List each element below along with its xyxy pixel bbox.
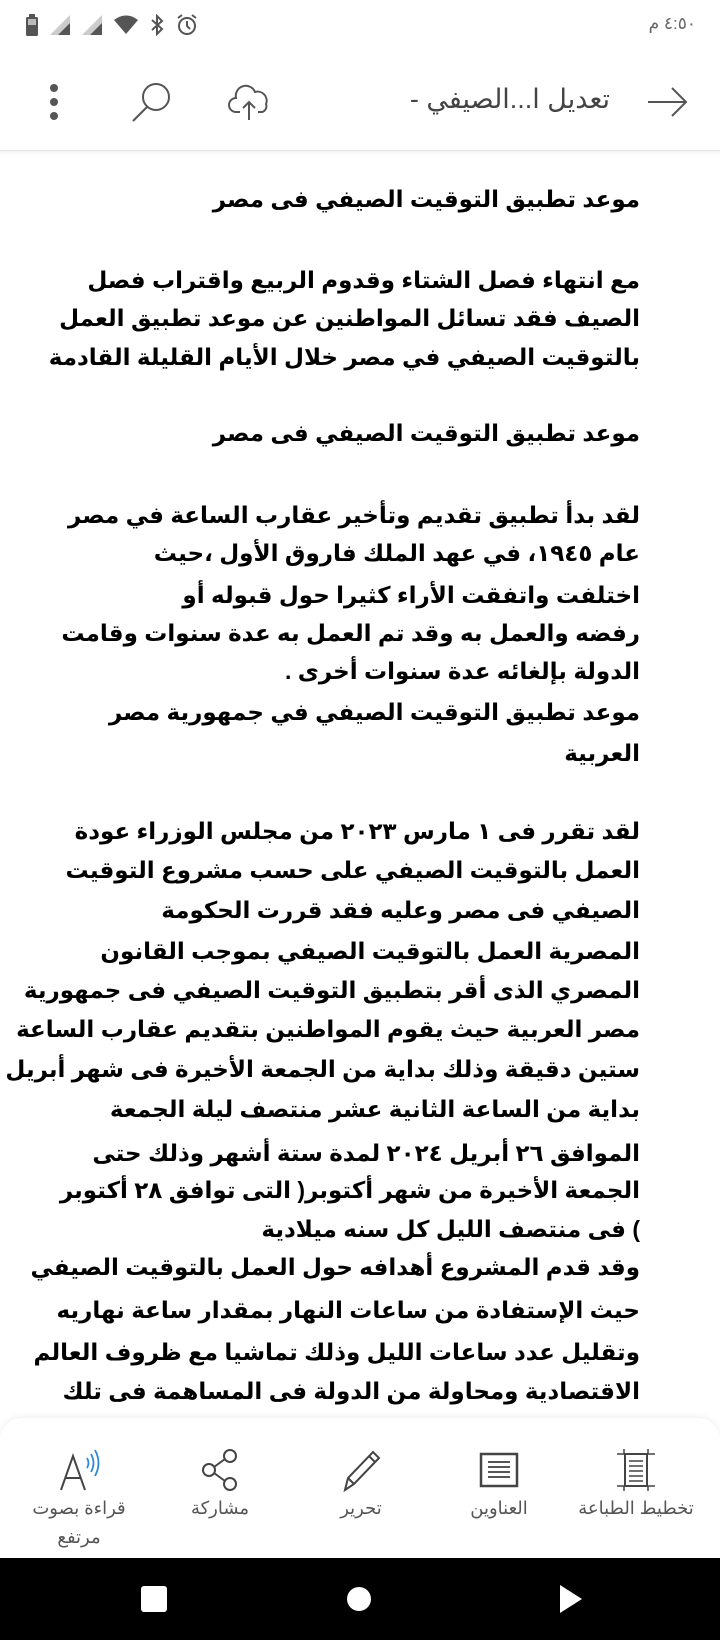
read-aloud-icon: [57, 1448, 101, 1492]
search-button[interactable]: [130, 82, 170, 122]
paragraph-line: مع انتهاء فصل الشتاء وقدوم الربيع واقتراب فصل: [87, 267, 640, 293]
paragraph-line: الصيفي فى مصر وعليه فقد قررت الحكومة: [161, 897, 640, 923]
paragraph-line: الاقتصادية ومحاولة من الدولة فى المساهمة فى تلك: [62, 1378, 640, 1404]
document-title[interactable]: تعديل ا...الصيفي -: [409, 84, 610, 114]
share-icon: [200, 1448, 240, 1492]
paragraph-line: رفضه والعمل به وقد تم العمل به عدة سنوات وقامت: [61, 620, 640, 646]
read-aloud-button[interactable]: [14, 1446, 144, 1552]
read-aloud-label: قراءة بصوت مرتفع: [32, 1498, 126, 1547]
alarm-icon: [176, 14, 198, 36]
save-to-cloud-button[interactable]: [228, 82, 268, 122]
pencil-icon: [341, 1448, 381, 1492]
edit-label: تحرير: [340, 1498, 382, 1518]
home-button[interactable]: [344, 1584, 374, 1614]
paragraph-line: موعد تطبيق التوقيت الصيفي في جمهورية مصر: [108, 699, 640, 725]
paragraph-line: بالتوقيت الصيفي في مصر خلال الأيام القليلة القادمة: [48, 344, 640, 370]
paragraph-line: الموافق ٢٦ أبريل ٢٠٢٤ لمدة ستة أشهر وذلك حتى: [92, 1140, 640, 1166]
paragraph-line: الجمعة الأخيرة من شهر أكتوبر( التى توافق ٢٨ أكتوبر: [59, 1177, 640, 1203]
paragraph-line: وقد قدم المشروع أهدافه حول العمل بالتوقيت الصيفي: [30, 1254, 640, 1280]
paragraph-line: ستين دقيقة وذلك بداية من الجمعة الأخيرة فى شهر أبريل: [5, 1056, 640, 1082]
paragraph-line: الدولة بإلغائه عدة سنوات أخرى .: [285, 658, 640, 684]
system-nav-bar: [0, 1558, 720, 1640]
cloud-upload-icon: [228, 82, 268, 122]
bottom-action-bar: [0, 1418, 720, 1558]
share-label: مشاركة: [190, 1498, 250, 1518]
paragraph-line: المصري الذى أقر بتطبيق التوقيت الصيفي فى جمهورية: [23, 977, 640, 1003]
arrow-right-icon: [648, 86, 688, 118]
signal-icon: [82, 15, 102, 35]
headings-button[interactable]: [434, 1446, 564, 1523]
more-vertical-icon: [49, 82, 59, 122]
paragraph-line: الصيف فقد تسائل المواطنين عن موعد تطبيق العمل: [59, 305, 640, 331]
paragraph-line: وتقليل عدد ساعات الليل وذلك تماشيا مع ظروف العالم: [33, 1339, 640, 1365]
paragraph-line: العربية: [564, 740, 640, 766]
more-options-button[interactable]: [34, 82, 74, 122]
print-layout-icon: [616, 1449, 656, 1491]
paragraph-line: اختلفت واتفقت الأراء كثيرا حول قبوله أو: [182, 582, 640, 608]
document-body[interactable]: [0, 151, 720, 1419]
print-layout-label: تخطيط الطباعة: [578, 1498, 694, 1518]
triangle-back-icon: [558, 1585, 584, 1613]
recents-button[interactable]: [139, 1584, 169, 1614]
paragraph-line: مصر العربية حيث يقوم المواطنين بتقديم عقارب الساعة: [16, 1016, 640, 1042]
app-toolbar: [0, 52, 720, 151]
document-heading: موعد تطبيق التوقيت الصيفي فى مصر: [212, 186, 640, 212]
share-button[interactable]: [155, 1446, 285, 1523]
paragraph-line: العمل بالتوقيت الصيفي على حسب مشروع التوقيت: [65, 857, 640, 883]
headings-icon: [479, 1452, 519, 1488]
edit-button[interactable]: [296, 1446, 426, 1523]
paragraph-line: لقد تقرر فى ١ مارس ٢٠٢٣ من مجلس الوزراء عودة: [74, 818, 640, 844]
back-nav-button[interactable]: [556, 1584, 586, 1614]
paragraph-line: المصرية العمل بالتوقيت الصيفي بموجب القانون: [100, 938, 640, 964]
paragraph-line: ) فى منتصف الليل كل سنه ميلادية: [261, 1216, 640, 1242]
circle-icon: [346, 1586, 372, 1612]
battery-icon: [26, 14, 38, 36]
paragraph-line: عام ١٩٤٥، في عهد الملك فاروق الأول ،حيث: [153, 540, 640, 566]
print-layout-button[interactable]: [571, 1446, 701, 1523]
square-icon: [141, 1586, 167, 1612]
headings-label: العناوين: [470, 1498, 528, 1518]
wifi-icon: [114, 15, 138, 35]
paragraph-line: حيث الإستفادة من ساعات النهار بمقدار ساعة نهاريه: [56, 1297, 640, 1323]
signal-icon: [50, 15, 70, 35]
document-heading: موعد تطبيق التوقيت الصيفي فى مصر: [212, 420, 640, 446]
bluetooth-icon: [150, 14, 164, 36]
paragraph-line: لقد بدأ تطبيق تقديم وتأخير عقارب الساعة في مصر: [68, 502, 640, 528]
back-button[interactable]: [648, 82, 688, 122]
search-icon: [130, 81, 170, 123]
status-time: ٤:٥٠ م: [648, 14, 696, 33]
paragraph-line: بداية من الساعة الثانية عشر منتصف ليلة الجمعة: [109, 1096, 640, 1122]
status-bar: [0, 0, 720, 52]
